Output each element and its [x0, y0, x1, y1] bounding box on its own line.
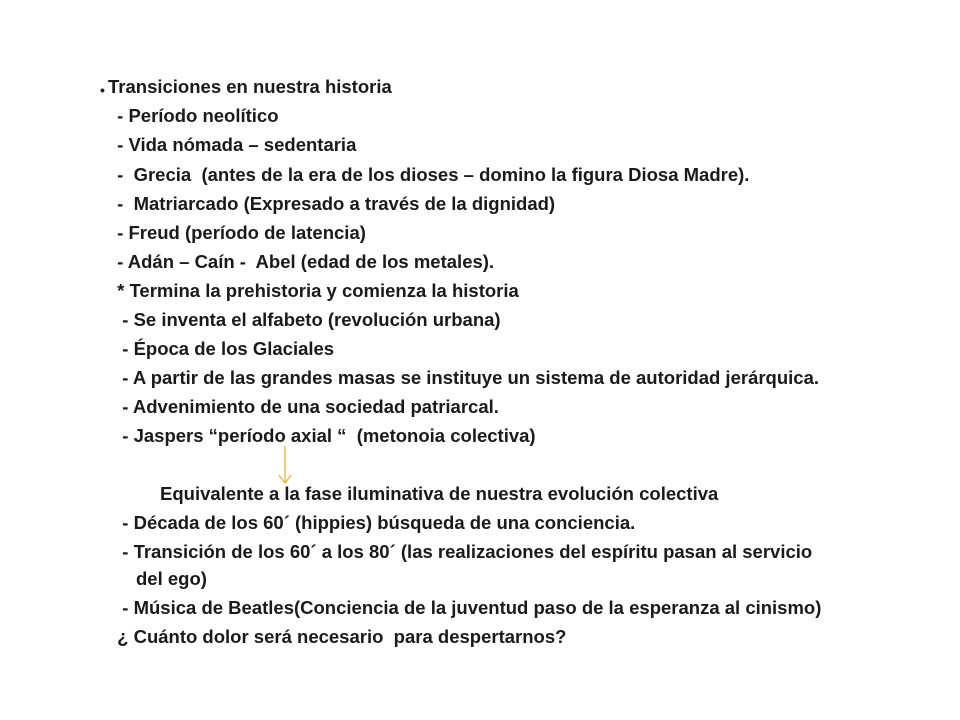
text-line: * Termina la prehistoria y comienza la historia — [112, 280, 519, 301]
text-line: - A partir de las grandes masas se instituye un sistema de autoridad jerárquica. — [112, 367, 820, 388]
text-line: - Freud (período de latencia) — [112, 222, 366, 243]
heading-line: Transiciones en nuestra historia — [108, 76, 392, 97]
closing-question: ¿ Cuánto dolor será necesario para despertarnos? — [112, 626, 567, 647]
text-line: - Se inventa el alfabeto (revolución urbana) — [112, 309, 501, 330]
text-line: - Matriarcado (Expresado a través de la dignidad) — [112, 193, 556, 214]
bullet-marker: • — [100, 82, 105, 98]
text-line: - Vida nómada – sedentaria — [112, 134, 357, 155]
text-line: del ego) — [136, 568, 207, 589]
text-line: - Adán – Caín - Abel (edad de los metales). — [112, 251, 495, 272]
text-line: - Década de los 60´ (hippies) búsqueda de una conciencia. — [112, 512, 636, 533]
text-line: Equivalente a la fase iluminativa de nuestra evolución colectiva — [160, 483, 719, 504]
text-line: - Período neolítico — [112, 105, 279, 126]
text-line: - Música de Beatles(Conciencia de la juventud paso de la esperanza al cinismo) — [112, 597, 822, 618]
text-line: - Grecia (antes de la era de los dioses – domino la figura Diosa Madre). — [112, 164, 750, 185]
text-line: - Jaspers “período axial “ (metonoia colectiva) — [112, 425, 536, 446]
text-line: - Advenimiento de una sociedad patriarcal. — [112, 396, 499, 417]
text-line: - Época de los Glaciales — [112, 338, 335, 359]
down-arrow-icon — [278, 445, 292, 485]
text-line: - Transición de los 60´ a los 80´ (las realizaciones del espíritu pasan al servicio — [112, 541, 813, 562]
